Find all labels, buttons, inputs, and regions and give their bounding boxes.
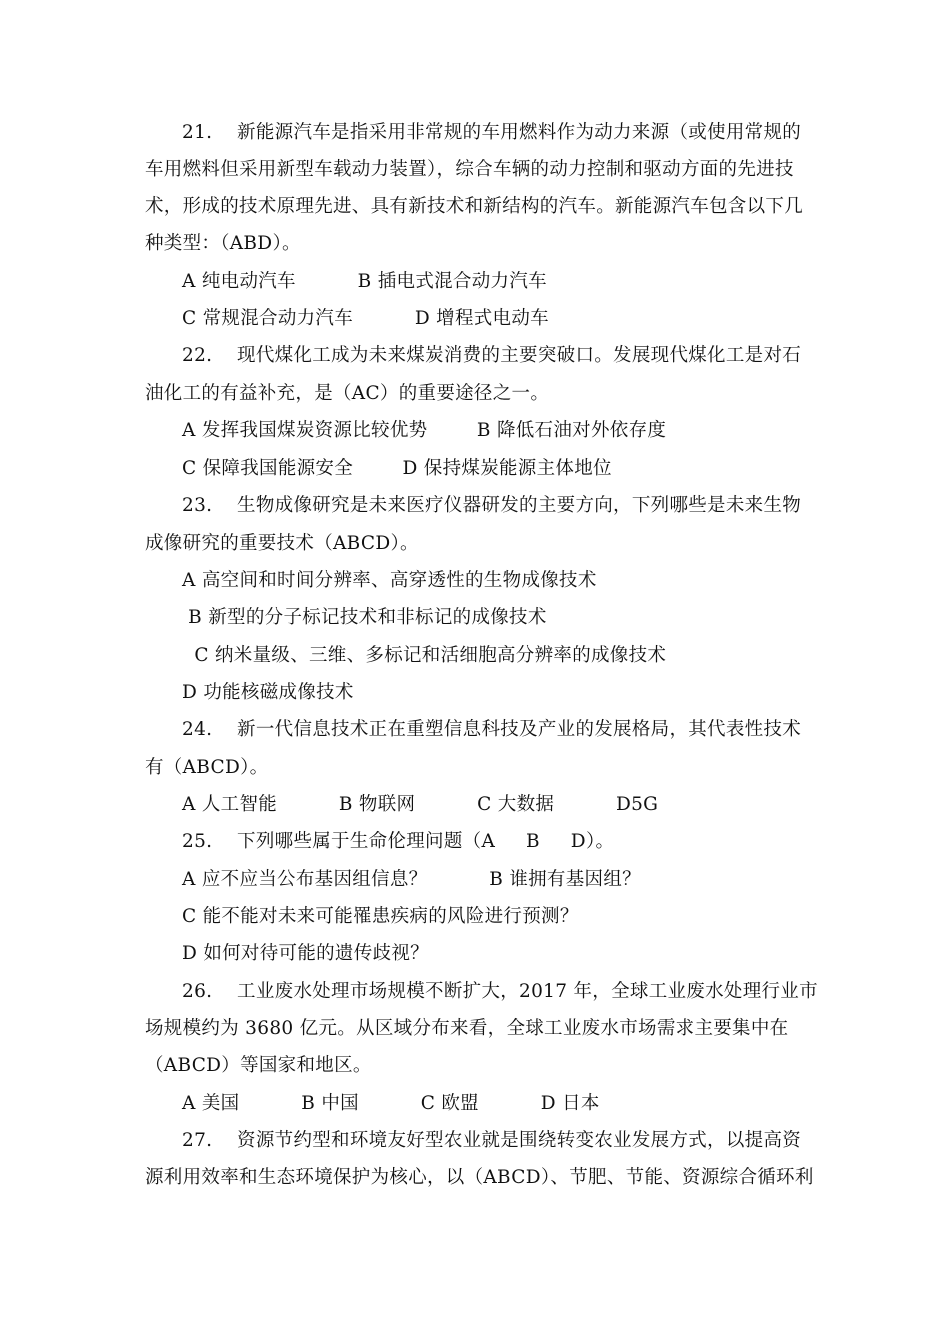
question-22-line-1: 22. 现代煤化工成为未来煤炭消费的主要突破口。发展现代煤化工是对石: [182, 345, 802, 366]
question-25-option-line-1: A 应不应当公布基因组信息？ B 谁拥有基因组？: [182, 869, 641, 890]
question-25-option-line-2: C 能不能对未来可能罹患疾病的风险进行预测？: [182, 906, 579, 927]
question-22-option-line-1: A 发挥我国煤炭资源比较优势 B 降低石油对外依存度: [182, 420, 667, 441]
question-21-line-3: 术，形成的技术原理先进、具有新技术和新结构的汽车。新能源汽车包含以下几: [145, 196, 804, 217]
question-27-line-1: 27. 资源节约型和环境友好型农业就是围绕转变农业发展方式，以提高资: [182, 1130, 802, 1151]
question-21-line-2: 车用燃料但采用新型车载动力装置），综合车辆的动力控制和驱动方面的先进技: [145, 159, 794, 180]
question-26-line-2: 场规模约为 3680 亿元。从区域分布来看，全球工业废水市场需求主要集中在: [145, 1018, 789, 1039]
question-27-line-2: 源利用效率和生态环境保护为核心，以（ABCD）、节肥、节能、资源综合循环利: [145, 1167, 814, 1188]
question-22-option-line-2: C 保障我国能源安全 D 保持煤炭能源主体地位: [182, 458, 612, 479]
question-23-option-line-3: C 纳米量级、三维、多标记和活细胞高分辨率的成像技术: [182, 645, 667, 666]
question-24-line-1: 24. 新一代信息技术正在重塑信息科技及产业的发展格局，其代表性技术: [182, 719, 802, 740]
question-23-option-line-4: D 功能核磁成像技术: [182, 682, 354, 703]
question-25-line-1: 25. 下列哪些属于生命伦理问题（A B D）。: [182, 831, 615, 852]
question-24-option-line-1: A 人工智能 B 物联网 C 大数据 D5G: [182, 794, 659, 815]
question-23-option-line-1: A 高空间和时间分辨率、高穿透性的生物成像技术: [182, 570, 597, 591]
question-21-line-1: 21. 新能源汽车是指采用非常规的车用燃料作为动力来源（或使用常规的: [182, 122, 802, 143]
question-22-line-2: 油化工的有益补充，是（AC）的重要途径之一。: [145, 383, 550, 404]
question-24-line-2: 有（ABCD）。: [145, 757, 269, 778]
question-26-line-1: 26. 工业废水处理市场规模不断扩大，2017 年，全球工业废水处理行业市: [182, 981, 818, 1002]
question-21-line-4: 种类型：（ABD）。: [145, 233, 301, 254]
question-23-line-2: 成像研究的重要技术（ABCD）。: [145, 533, 419, 554]
question-25-option-line-3: D 如何对待可能的遗传歧视？: [182, 943, 429, 964]
question-26-line-3: （ABCD）等国家和地区。: [145, 1055, 372, 1076]
question-21-option-line-2: C 常规混合动力汽车 D 增程式电动车: [182, 308, 549, 329]
question-26-option-line-1: A 美国 B 中国 C 欧盟 D 日本: [182, 1093, 600, 1114]
question-21-option-line-1: A 纯电动汽车 B 插电式混合动力汽车: [182, 271, 547, 292]
question-23-line-1: 23. 生物成像研究是未来医疗仪器研发的主要方向，下列哪些是未来生物: [182, 495, 802, 516]
question-23-option-line-2: B 新型的分子标记技术和非标记的成像技术: [182, 607, 547, 628]
